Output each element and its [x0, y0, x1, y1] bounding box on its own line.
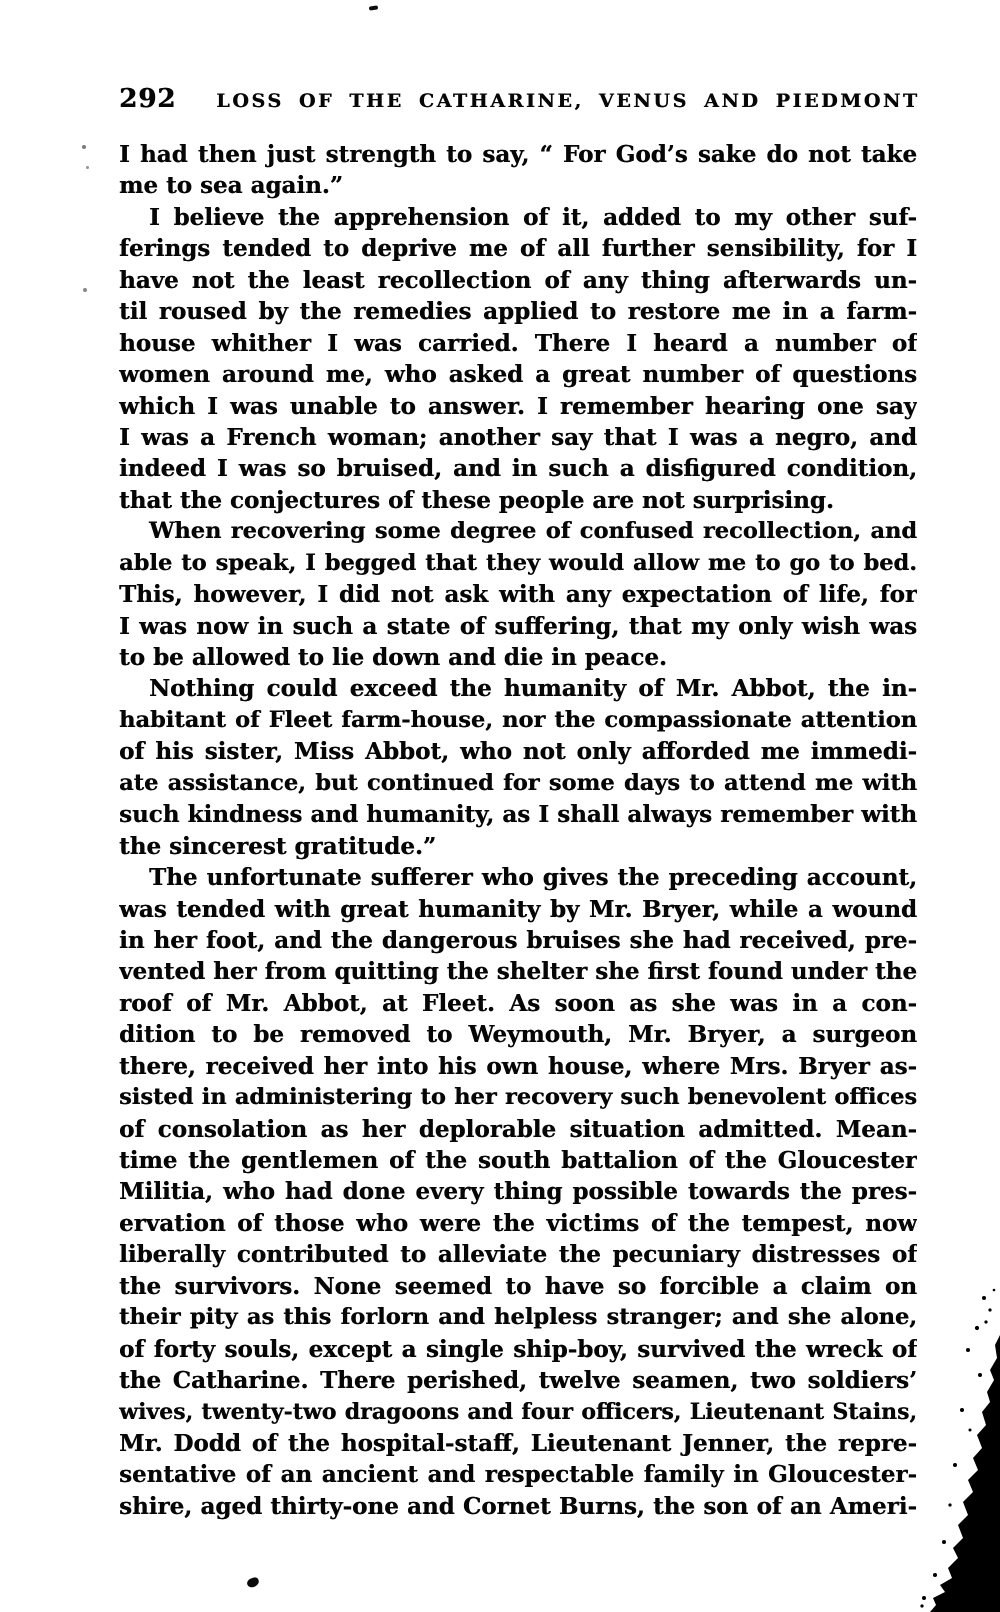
text-line: This, however, I did not ask with any expectation of life, for: [119, 581, 917, 609]
text-line: of forty souls, except a single ship-boy, survived the wreck of: [119, 1335, 917, 1363]
text-line: that the conjectures of these people are not surprising.: [119, 486, 834, 514]
text-line: me to sea again.”: [119, 172, 344, 200]
running-header: [119, 84, 920, 114]
header-title: LOSS OF THE CATHARINE, VENUS AND PIEDMONT: [216, 90, 920, 112]
ink-blot-bottom: [246, 1576, 260, 1588]
text-line: have not the least recollection of any thing afterwards un-: [119, 266, 917, 294]
text-line: sisted in administering to her recovery such benevolent offices: [119, 1084, 917, 1111]
text-line: able to speak, I begged that they would allow me to go to bed.: [119, 549, 917, 576]
text-line: of consolation as her deplorable situation admitted. Mean-: [119, 1115, 917, 1143]
text-line: which I was unable to answer. I remember hearing one say: [119, 392, 917, 420]
page-number: 292: [119, 84, 177, 114]
ink-speck-margin: [82, 145, 86, 149]
text-line: ferings tended to deprive me of all further sensibility, for I: [119, 235, 917, 263]
text-line: in her foot, and the dangerous bruises she had received, pre-: [119, 926, 917, 954]
text-line: to be allowed to lie down and die in peace.: [119, 644, 667, 671]
text-line: was tended with great humanity by Mr. Bryer, while a wound: [119, 895, 917, 923]
text-line: of his sister, Miss Abbot, who not only afforded me immedi-: [119, 738, 917, 766]
text-line: ate assistance, but continued for some days to attend me with: [119, 769, 917, 796]
text-line: time the gentlemen of the south battalion of the Gloucester: [119, 1147, 917, 1174]
text-line: the sincerest gratitude.”: [119, 832, 437, 860]
text-line: til roused by the remedies applied to restore me in a farm-: [119, 298, 917, 326]
text-line: liberally contributed to alleviate the pecuniary distresses of: [119, 1241, 917, 1269]
text-line: wives, twenty-two dragoons and four officers, Lieutenant Stains,: [119, 1398, 917, 1425]
text-line: shire, aged thirty-one and Cornet Burns, the son of an Ameri-: [119, 1492, 917, 1520]
text-line: sentative of an ancient and respectable family in Gloucester-: [119, 1461, 917, 1489]
scan-stain-artifact: [920, 1280, 1000, 1612]
text-line: dition to be removed to Weymouth, Mr. Bryer, a surgeon: [119, 1021, 917, 1049]
text-line: Mr. Dodd of the hospital-staff, Lieutenant Jenner, the repre-: [119, 1429, 917, 1457]
text-line: vented her from quitting the shelter she first found under the: [119, 958, 917, 986]
text-line: habitant of Fleet farm-house, nor the compassionate attention: [119, 706, 917, 733]
text-line: ervation of those who were the victims of the tempest, now: [119, 1209, 917, 1237]
text-line: The unfortunate sufferer who gives the preceding account,: [149, 864, 917, 892]
text-line: roof of Mr. Abbot, at Fleet. As soon as she was in a con-: [119, 989, 917, 1017]
ink-speck-top: [369, 5, 378, 10]
text-line: there, received her into his own house, where Mrs. Bryer as-: [119, 1052, 917, 1080]
ink-speck-margin: [83, 288, 87, 292]
text-line: indeed I was so bruised, and in such a disfigured condition,: [119, 455, 917, 483]
text-line: house whither I was carried. There I heard a number of: [119, 329, 917, 357]
text-line: When recovering some degree of confused recollection, and: [149, 518, 917, 545]
text-line: Nothing could exceed the humanity of Mr. Abbot, the in-: [149, 675, 917, 703]
text-line: I was a French woman; another say that I was a negro, and: [119, 423, 917, 451]
page-text: [119, 139, 917, 1522]
text-line: I believe the apprehension of it, added to my other suf-: [149, 203, 917, 231]
text-line: I was now in such a state of suffering, that my only wish was: [119, 612, 917, 640]
text-line: the Catharine. There perished, twelve seamen, two soldiers’: [119, 1367, 917, 1395]
ink-speck-margin: [86, 166, 89, 169]
text-line: their pity as this forlorn and helpless stranger; and she alone,: [119, 1304, 917, 1331]
text-line: I had then just strength to say, “ For God’s sake do not take: [119, 141, 917, 168]
text-line: such kindness and humanity, as I shall always remember with: [119, 801, 917, 829]
text-line: the survivors. None seemed to have so forcible a claim on: [119, 1272, 917, 1300]
text-line: women around me, who asked a great number of questions: [119, 361, 917, 389]
text-line: Militia, who had done every thing possible towards the pres-: [119, 1178, 917, 1206]
